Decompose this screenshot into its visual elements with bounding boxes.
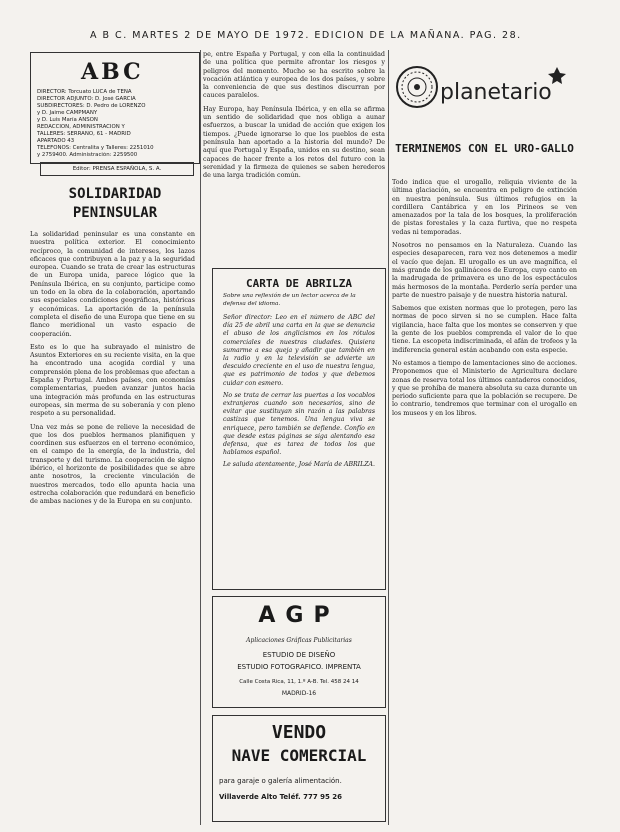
credit-line: y D. Jaime CAMPMANY xyxy=(37,110,98,116)
article-continuation xyxy=(203,50,385,268)
ad-line: ESTUDIO DE DISEÑO xyxy=(262,651,336,659)
page-header: A B C. MARTES 2 DE MAYO DE 1972. EDICION DE LA MAÑANA. PAG. 28. xyxy=(90,30,522,41)
ad-address: Calle Costa Rica, 11, 1.º A-B. Tel. 458 24 14 xyxy=(239,679,359,685)
ad-headline: VENDO xyxy=(271,722,327,743)
letter-paragraph: No se trata de cerrar las puertas a los vocablos extranjeros cuando son necesarios, sino de evitar que sustituyan sin razón a las palabras castizas que tenemos. Una lengua viva se enriquece, pero también se defiende. Confío en que desde estas páginas se siga alentando esa defensa, que es tarea de todos los que hablamos español. xyxy=(223,391,375,457)
article-paragraph: Hay Europa, hay Península Ibérica, y en ella se afirma un sentido de solidaridad que nos obliga a aunar esfuerzos, a buscar la unidad de acción que exigen los tiempos. ¿Puede ignorarse lo que los pueblos de esta península han aportado a la historia del mundo? De aquí que Portugal y España, unidos en su destino, sean capaces de hacer frente a los retos del futuro con la serenidad y la firmeza de quienes se saben herederos de una larga tradición común. xyxy=(203,104,385,180)
credit-line: TELEFONOS: Centralita y Talleres: 2251010 xyxy=(37,145,154,151)
agp-logo: AGP xyxy=(258,603,340,628)
credit-line: y 2759400. Administración: 2259500 xyxy=(37,152,138,158)
article-urogallo xyxy=(392,178,577,825)
letter-subtitle: Sobre una reflexión de un lector acerca de la defensa del idioma. xyxy=(223,293,356,307)
letter-body xyxy=(223,314,375,576)
credit-line: APARTADO 43 xyxy=(37,138,75,144)
article-paragraph: Todo indica que el urogallo, reliquia viviente de la última glaciación, se encuentra en peligro de extinción en nuestra península. Sus últimos refugios en la cordillera Cantábrica y en los Pirineos se ven amenazados por la tala de los bosques, la proliferación de pistas forestales y la caza furtiva, que no respeta vedas ni temporadas. xyxy=(392,178,577,236)
ad-line: Aplicaciones Gráficas Publicitarias xyxy=(246,637,352,644)
credit-line: DIRECTOR: Torcuato LUCA de TENA xyxy=(37,89,132,95)
abc-masthead-box xyxy=(30,52,200,164)
credit-line: SUBDIRECTORES: D. Pedro de LORENZO xyxy=(37,103,146,109)
agp-advertisement xyxy=(212,596,386,708)
abc-logo: ABC xyxy=(81,59,144,85)
column-rule xyxy=(200,50,201,825)
article-paragraph: Esto es lo que ha subrayado el ministro de Asuntos Exteriores en su reciente visita, en la que ha encontrado una acogida cordial y una comprensión plena de los problemas que afectan a España y Portugal. Ambos países, con economías complementarias, pueden avanzar juntos hacia una integración más profunda en las estructuras europeas, sin merma de su soberanía y con pleno respeto a su personalidad. xyxy=(30,342,195,418)
article-paragraph: Una vez más se pone de relieve la necesidad de que los dos pueblos hermanos planifiquen y coordinen sus esfuerzos en el terreno económico, en el campo de la energía, de la industria, del transporte y del turismo. La cooperación de signo ibérico, el horizonte de posibilidades que se abre ante nosotros, la creciente vinculación de nuestros mercados, todo ello apunta hacia una estrecha colaboración que redundará en beneficio de ambas naciones y de la Europa en su conjunto. xyxy=(30,422,195,506)
abc-credits xyxy=(37,89,193,159)
editor-box: Editor: PRENSA ESPAÑOLA, S. A. xyxy=(40,162,194,176)
article-solidaridad xyxy=(30,230,195,825)
credit-line: y D. Luis María ANSON xyxy=(37,117,98,123)
headline-urogallo: TERMINEMOS CON EL URO-GALLO xyxy=(395,142,574,155)
ad-city: MADRID-16 xyxy=(281,690,317,697)
article-paragraph: Nosotros no pensamos en la Naturaleza. Cuando las especies desaparecen, rara vez nos detenemos a medir el vacío que dejan. El urogallo es un ave magnífica, el más grande de los gallináceos de Europa, cuyo canto en la madrugada de primavera es uno de los espectáculos más hermosos de la montaña. Perderlo sería perder una parte de nuestro paisaje y de nuestra historia natural. xyxy=(392,241,577,299)
article-paragraph: No estamos a tiempo de lamentaciones sino de acciones. Proponemos que el Ministerio de Agricultura declare zonas de reserva total los últimos cantaderos conocidos, y que se prohíba de manera absoluta su caza durante un periodo suficiente para que la población se recupere. De lo contrario, tendremos que terminar con el urogallo en los museos y en los libros. xyxy=(392,358,577,417)
article-paragraph: Sabemos que existen normas que lo protegen, pero las normas de poco sirven si no se cumplen. Hace falta vigilancia, hace falta que los montes se conserven y que la gente de los pueblos comprenda el valor de lo que tiene. La escopeta indiscriminada, el afán de trofeos y la indiferencia general están acabando con esta especie. xyxy=(392,304,577,354)
credit-line: REDACCION, ADMINISTRACION Y xyxy=(37,124,125,130)
vendo-advertisement xyxy=(212,715,386,822)
letter-paragraph: Señor director: Leo en el número de ABC del día 25 de abril una carta en la que se denuncia el abuso de los anglicismos en los rótulos comerciales de nuestras ciudades. Quisiera sumarme a esa queja y añadir que también en la radio y en la televisión se advierte un descuido creciente en el uso de nuestra lengua, que es patrimonio de todos y que debemos cuidar con esmero. xyxy=(223,314,375,387)
article-paragraph: La solidaridad peninsular es una constante en nuestra política exterior. El conocimiento recíproco, la comunidad de intereses, los lazos eficaces que contribuyen a la paz y a la seguridad europea. Cuando se trata de crear las estructuras de un Europa unida, parece lógico que la Península Ibérica, en su conjunto, participe como un todo en la obra de la colaboración, aportando sus especiales condiciones geográficas, históricas y económicas. La aportación de la península completa el diseño de una Europa que tiene en su flanco meridional un vasto espacio de cooperación. xyxy=(30,230,195,338)
column-rule xyxy=(388,50,389,825)
article-paragraph: pe, entre España y Portugal, y con ella la continuidad de una política que permite afrontar los riesgos y peligros del momento. Mucho se ha escrito sobre la vocación atlántica y europea de los dos países, y sobre la conveniencia de que sus destinos discurran por cauces paralelos. xyxy=(203,50,385,100)
ad-headline: NAVE COMERCIAL xyxy=(231,746,367,765)
headline-solidaridad: SOLIDARIDAD PENINSULAR xyxy=(68,186,162,221)
letter-box xyxy=(212,268,386,590)
planetario-logo-text: planetario xyxy=(440,80,552,105)
ad-contact: Villaverde Alto Teléf. 777 95 26 xyxy=(219,793,343,801)
credit-line: DIRECTOR ADJUNTO: D. José GARCIA xyxy=(37,96,136,102)
credit-line: TALLERES: SERRANO, 61 - MADRID xyxy=(37,131,131,137)
ad-line: ESTUDIO FOTOGRAFICO. IMPRENTA xyxy=(237,663,361,671)
letter-title: CARTA DE ABRILZA xyxy=(246,277,352,290)
letter-paragraph: Le saluda atentamente, José María de ABRILZA. xyxy=(223,461,375,469)
ad-line: para garaje o galería alimentación. xyxy=(219,777,342,785)
